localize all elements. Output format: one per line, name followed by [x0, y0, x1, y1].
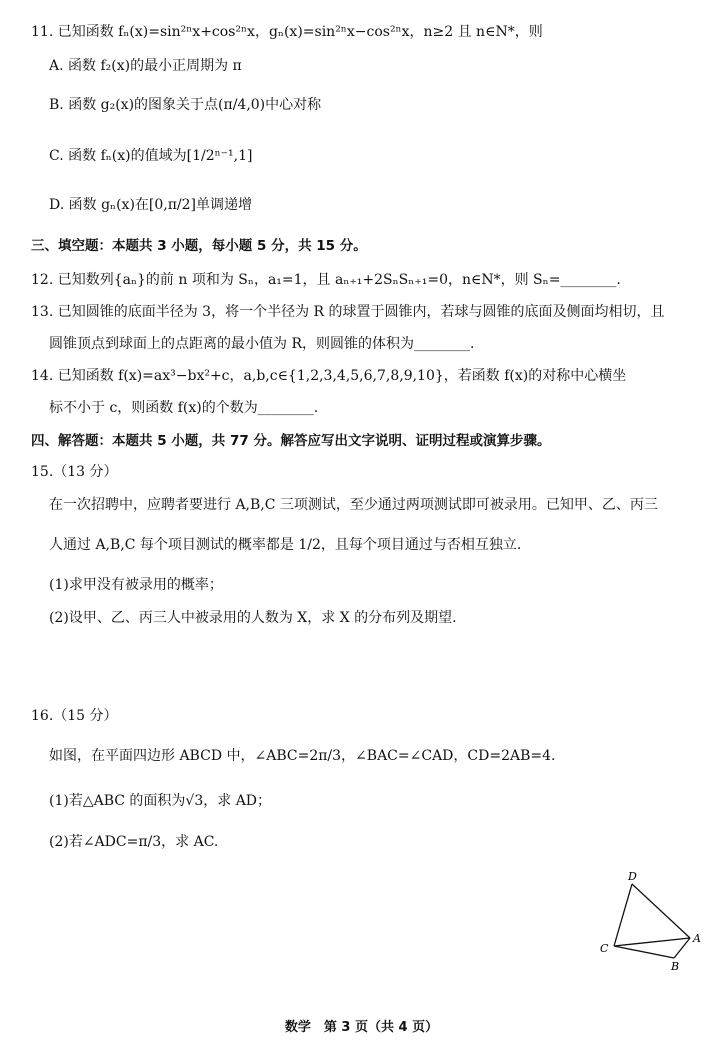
label-c: C — [600, 942, 609, 955]
q13-line1: 13. 已知圆锥的底面半径为 3，将一个半径为 R 的球置于圆锥内，若球与圆锥的底面及侧面均相切，且 — [31, 304, 665, 320]
edge-dc — [614, 884, 632, 946]
q11-option-c: C. 函数 fₙ(x)的值域为[1/2ⁿ⁻¹,1] — [49, 148, 253, 164]
label-b: B — [671, 960, 680, 973]
q15-header: 15.（13 分） — [31, 464, 118, 480]
q16-line1: 如图，在平面四边形 ABCD 中，∠ABC=2π/3，∠BAC=∠CAD，CD=2AB=4. — [49, 748, 556, 764]
section3-heading: 三、填空题：本题共 3 小题，每小题 5 分，共 15 分。 — [31, 238, 367, 254]
section4-heading: 四、解答题：本题共 5 小题，共 77 分。解答应写出文字说明、证明过程或演算步骤。 — [31, 433, 551, 449]
q15-line2: 人通过 A,B,C 每个项目测试的概率都是 1/2，且每个项目通过与否相互独立. — [49, 537, 522, 553]
q11-option-d: D. 函数 gₙ(x)在[0,π/2]单调递增 — [49, 197, 253, 213]
q13-line2: 圆锥顶点到球面上的点距离的最小值为 R，则圆锥的体积为________. — [49, 336, 475, 352]
q15-part2: (2)设甲、乙、丙三人中被录用的人数为 X，求 X 的分布列及期望. — [49, 610, 457, 626]
q16-part2: (2)若∠ADC=π/3，求 AC. — [49, 834, 219, 850]
q16-part1: (1)若△ABC 的面积为√3，求 AD； — [49, 793, 272, 809]
edge-da — [632, 884, 690, 938]
edge-cb — [614, 946, 674, 958]
label-a: A — [693, 932, 701, 945]
q15-line1: 在一次招聘中，应聘者要进行 A,B,C 三项测试，至少通过两项测试即可被录用。已知甲、乙、丙三 — [49, 497, 658, 513]
q15-part1: (1)求甲没有被录用的概率； — [49, 577, 223, 593]
q12-text: 12. 已知数列{aₙ}的前 n 项和为 Sₙ，a₁=1，且 aₙ₊₁+2SₙSₙ₊₁=0，n∈N*，则 Sₙ=________. — [31, 272, 621, 288]
label-d: D — [628, 870, 637, 883]
quadrilateral-figure — [590, 868, 710, 978]
edge-ba — [674, 938, 690, 958]
page-footer: 数学 第 3 页（共 4 页） — [284, 1020, 439, 1035]
q11-stem: 11. 已知函数 fₙ(x)=sin²ⁿx+cos²ⁿx，gₙ(x)=sin²ⁿx−cos²ⁿx，n≥2 且 n∈N*，则 — [31, 24, 543, 40]
q14-line2: 标不小于 c，则函数 f(x)的个数为________. — [49, 400, 319, 416]
q16-header: 16.（15 分） — [31, 708, 118, 724]
q11-option-a: A. 函数 f₂(x)的最小正周期为 π — [49, 58, 242, 74]
edge-ca — [614, 938, 690, 946]
q11-option-b: B. 函数 g₂(x)的图象关于点(π/4,0)中心对称 — [49, 97, 322, 113]
q14-line1: 14. 已知函数 f(x)=ax³−bx²+c，a,b,c∈{1,2,3,4,5,6,7,8,9,10}，若函数 f(x)的对称中心横坐 — [31, 368, 627, 384]
